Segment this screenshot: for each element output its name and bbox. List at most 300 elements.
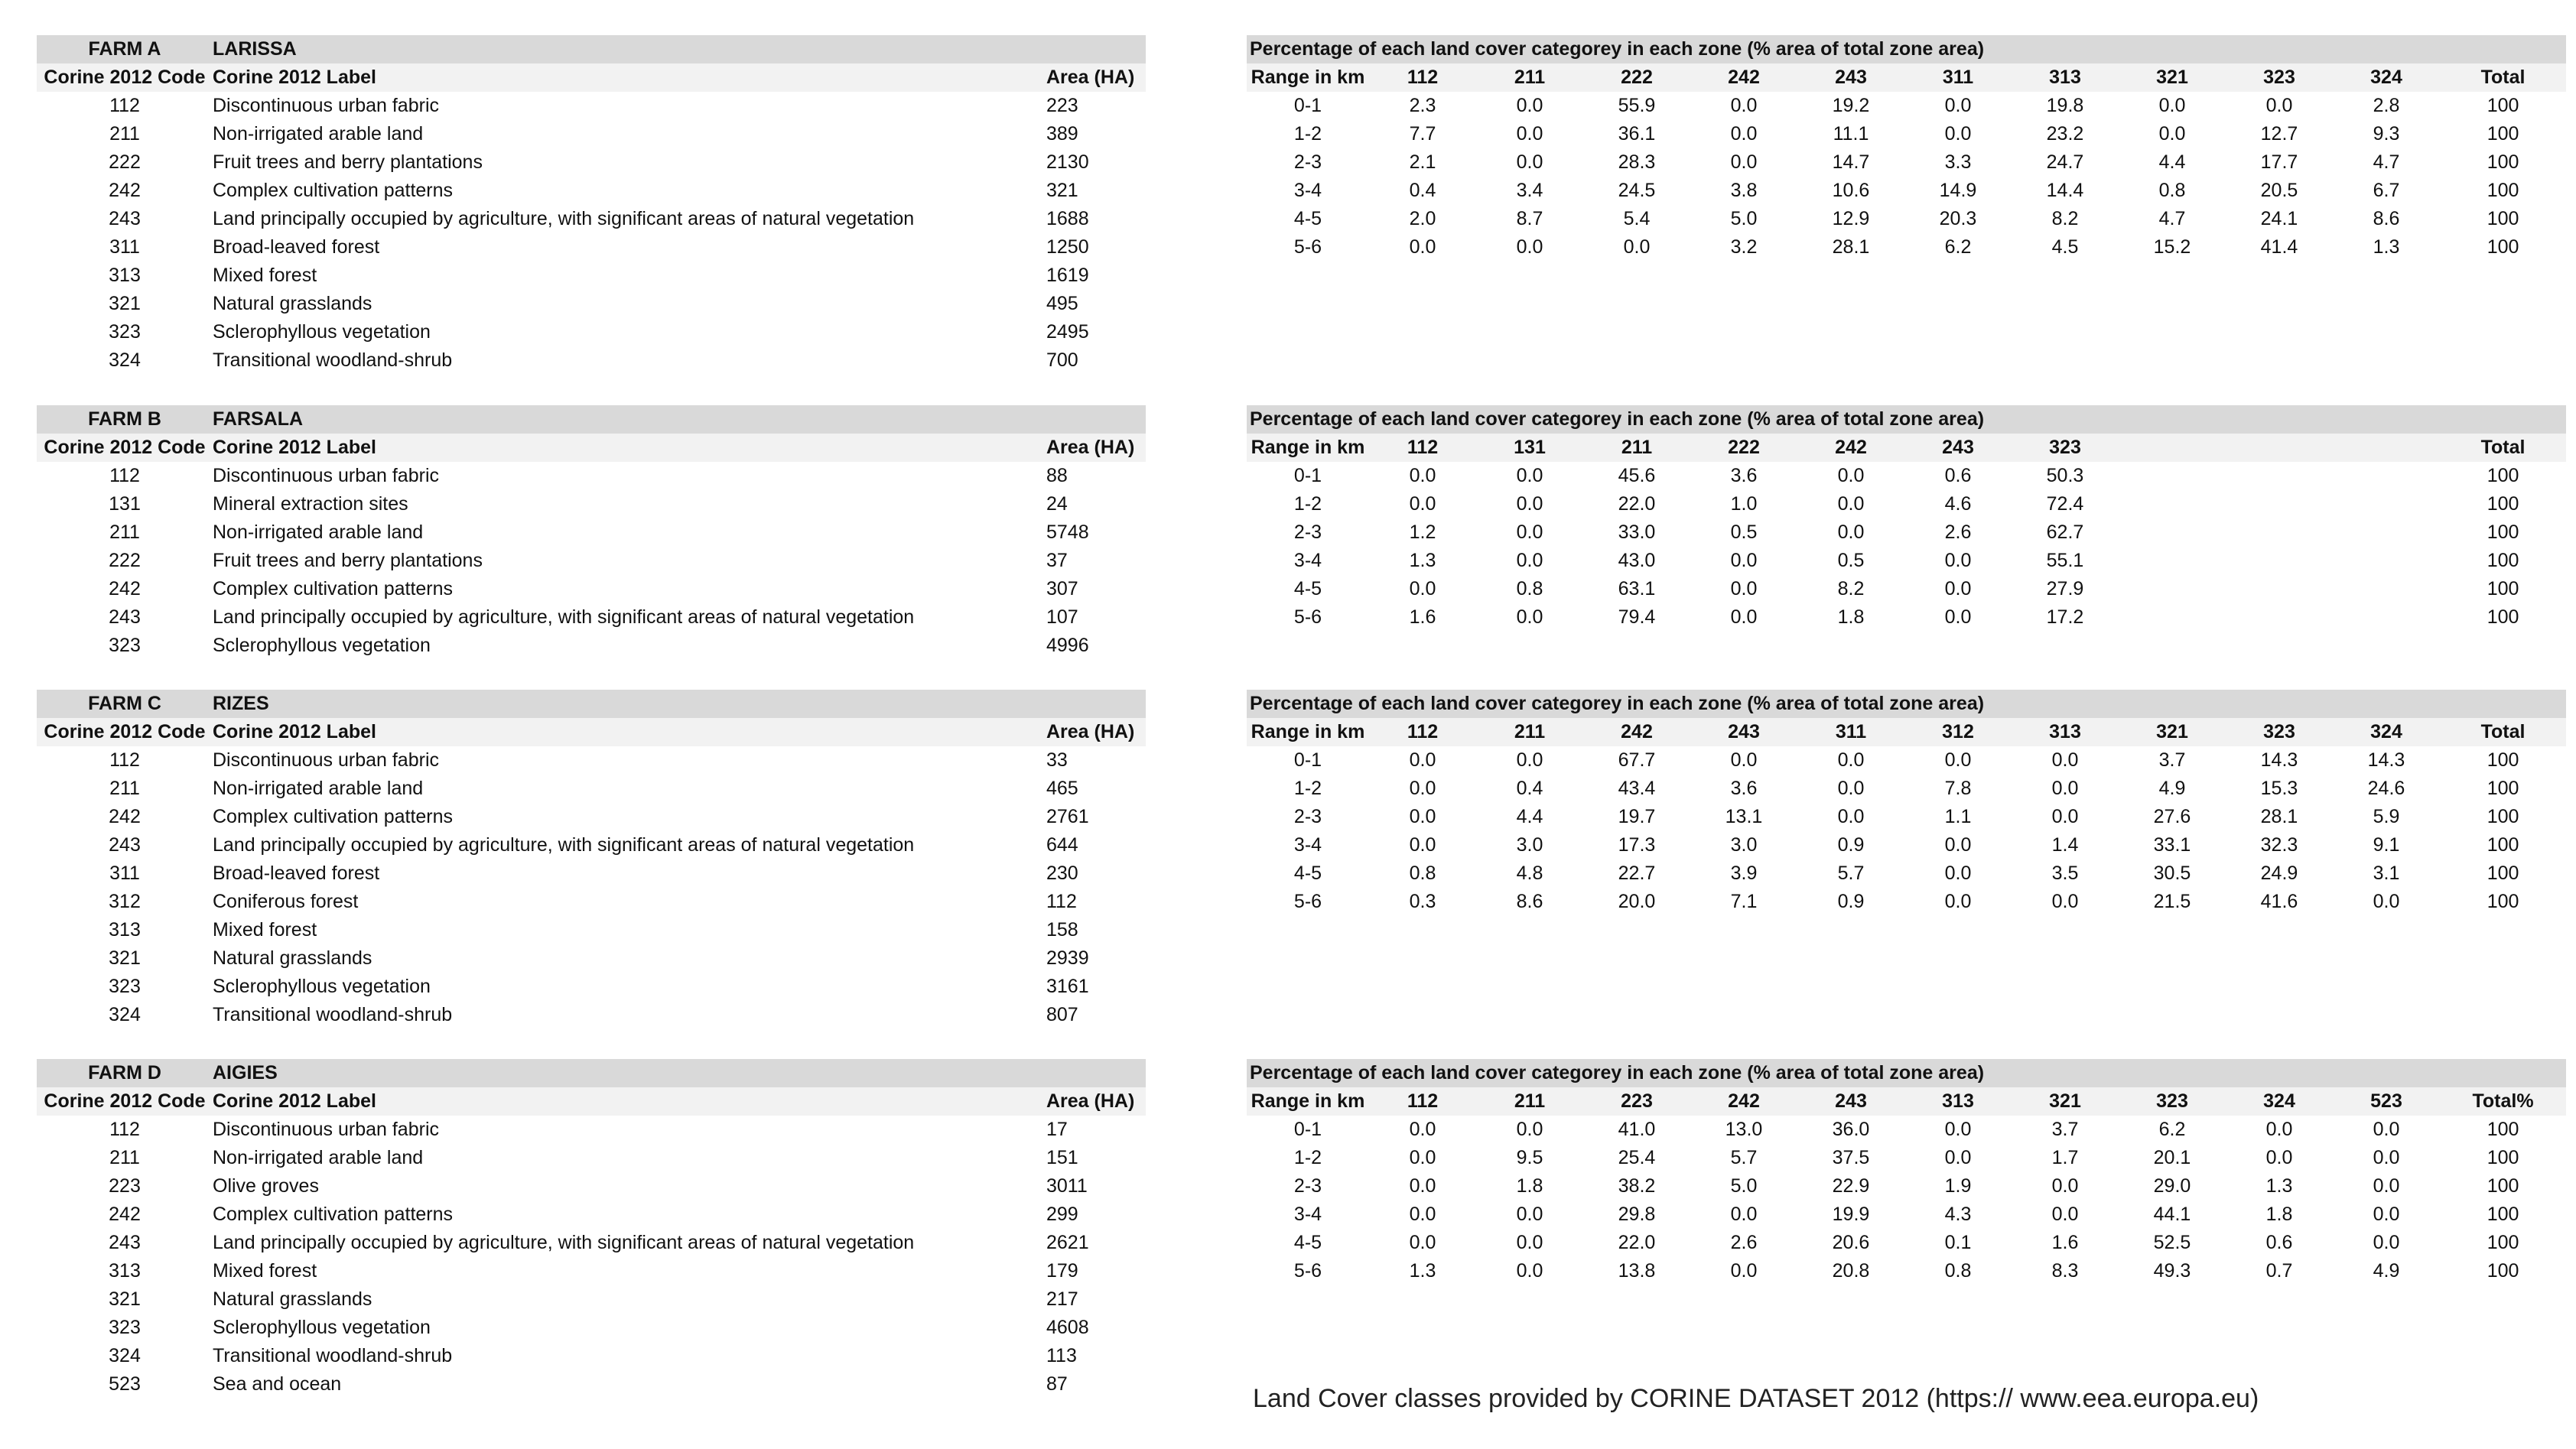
header-band-spacer bbox=[1046, 690, 1146, 718]
column-header: Corine 2012 Code bbox=[37, 1087, 213, 1116]
table-row bbox=[1247, 120, 2566, 148]
percentage-cell: 0.0 bbox=[2265, 95, 2293, 116]
percentage-cell: 0.0 bbox=[1516, 123, 1543, 145]
percentage-cell: 0.0 bbox=[1409, 578, 1436, 599]
percentage-cell: 0.0 bbox=[1623, 236, 1651, 258]
percentage-cell: 0.0 bbox=[1516, 493, 1543, 515]
percentage-cell: 13.0 bbox=[1725, 1119, 1763, 1140]
percentage-cell: 1.7 bbox=[2051, 1147, 2079, 1168]
table-row bbox=[1247, 575, 2566, 603]
percentage-cell: 0.0 bbox=[1730, 151, 1758, 173]
zone-percentage-table bbox=[1247, 405, 2566, 632]
corine-code-cell: 112 bbox=[109, 95, 140, 116]
total-cell: 100 bbox=[2487, 1204, 2519, 1225]
table-row bbox=[37, 775, 1146, 803]
table-row bbox=[1247, 233, 2566, 262]
percentage-cell bbox=[2333, 547, 2440, 575]
percentage-cell: 0.0 bbox=[2051, 778, 2079, 799]
area-cell: 217 bbox=[1046, 1288, 1078, 1310]
range-cell: 3-4 bbox=[1293, 1204, 1322, 1225]
total-cell: 100 bbox=[2487, 749, 2519, 771]
percentage-cell: 22.0 bbox=[1618, 493, 1656, 515]
corine-code-cell: 112 bbox=[109, 1119, 140, 1140]
percentage-cell: 14.7 bbox=[1832, 151, 1870, 173]
table-row bbox=[37, 262, 1146, 290]
percentage-cell: 0.9 bbox=[1837, 834, 1865, 856]
corine-label-cell: Land principally occupied by agriculture, with significant areas of natural vegetation bbox=[213, 1232, 915, 1253]
corine-code-cell: 321 bbox=[109, 293, 141, 314]
percentage-cell: 25.4 bbox=[1618, 1147, 1656, 1168]
corine-code-cell: 243 bbox=[109, 208, 141, 229]
percentage-cell: 19.8 bbox=[2046, 95, 2084, 116]
percentage-cell: 0.0 bbox=[1730, 95, 1758, 116]
percentage-cell: 0.0 bbox=[1409, 493, 1436, 515]
table-row bbox=[37, 888, 1146, 916]
percentage-cell: 0.0 bbox=[1944, 95, 1972, 116]
range-cell: 2-3 bbox=[1293, 521, 1322, 543]
percentage-cell: 1.8 bbox=[1516, 1175, 1543, 1197]
area-cell: 88 bbox=[1046, 465, 1068, 486]
percentage-cell: 2.6 bbox=[1944, 521, 1972, 543]
table-row bbox=[37, 1172, 1146, 1200]
corine-code-cell: 323 bbox=[109, 976, 141, 997]
percentage-cell: 55.9 bbox=[1618, 95, 1656, 116]
corine-code-cell: 321 bbox=[109, 947, 141, 969]
percentage-cell: 79.4 bbox=[1618, 606, 1656, 628]
percentage-title-row bbox=[1247, 1059, 2566, 1087]
class-code-header: 324 bbox=[2226, 1087, 2333, 1116]
percentage-cell: 49.3 bbox=[2153, 1260, 2191, 1282]
percentage-cell: 11.1 bbox=[1833, 123, 1869, 145]
table-row bbox=[1247, 490, 2566, 518]
percentage-cell: 4.4 bbox=[2158, 151, 2186, 173]
percentage-cell: 4.4 bbox=[1516, 806, 1543, 827]
percentage-cell: 0.0 bbox=[1944, 891, 1972, 912]
total-cell: 100 bbox=[2487, 1232, 2519, 1253]
percentage-cell: 14.3 bbox=[2367, 749, 2405, 771]
percentage-cell: 0.0 bbox=[1409, 236, 1436, 258]
column-header: Corine 2012 Label bbox=[213, 63, 1046, 92]
percentage-cell bbox=[2226, 575, 2333, 603]
percentage-cell: 1.3 bbox=[1409, 1260, 1436, 1282]
class-code-header: 222 bbox=[1690, 434, 1797, 462]
percentage-cell: 20.5 bbox=[2260, 180, 2298, 201]
corine-code-cell: 311 bbox=[109, 863, 140, 884]
percentage-cell: 21.5 bbox=[2153, 891, 2191, 912]
corine-label-cell: Transitional woodland-shrub bbox=[213, 1004, 453, 1025]
percentage-cell: 0.7 bbox=[2265, 1260, 2293, 1282]
column-header: Corine 2012 Label bbox=[213, 434, 1046, 462]
class-code-header: 324 bbox=[2333, 718, 2440, 746]
table-row bbox=[37, 859, 1146, 888]
percentage-cell: 33.0 bbox=[1618, 521, 1656, 543]
corine-label-cell: Natural grasslands bbox=[213, 947, 372, 969]
percentage-cell: 4.6 bbox=[1944, 493, 1972, 515]
corine-code-cell: 211 bbox=[109, 123, 140, 145]
header-band-spacer bbox=[1046, 35, 1146, 63]
corine-label-cell: Fruit trees and berry plantations bbox=[213, 151, 483, 173]
class-code-header: 323 bbox=[2012, 434, 2119, 462]
percentage-cell: 8.6 bbox=[1516, 891, 1543, 912]
percentage-cell: 7.8 bbox=[1944, 778, 1972, 799]
percentage-cell: 50.3 bbox=[2046, 465, 2084, 486]
total-cell: 100 bbox=[2487, 236, 2519, 258]
corine-label-cell: Broad-leaved forest bbox=[213, 236, 380, 258]
corine-code-cell: 243 bbox=[109, 1232, 141, 1253]
percentage-cell: 52.5 bbox=[2153, 1232, 2191, 1253]
percentage-cell: 22.9 bbox=[1832, 1175, 1870, 1197]
corine-label-cell: Discontinuous urban fabric bbox=[213, 465, 439, 486]
footer-credit: Land Cover classes provided by CORINE DATASET 2012 (https:// www.eea.europa.eu) bbox=[1253, 1384, 2259, 1413]
area-cell: 223 bbox=[1046, 95, 1078, 116]
corine-code-cell: 243 bbox=[109, 606, 141, 628]
area-cell: 495 bbox=[1046, 293, 1078, 314]
table-row bbox=[1247, 775, 2566, 803]
corine-label-cell: Mineral extraction sites bbox=[213, 493, 408, 515]
area-cell: 158 bbox=[1046, 919, 1078, 941]
percentage-cell: 17.3 bbox=[1618, 834, 1656, 856]
percentage-cell: 8.3 bbox=[2051, 1260, 2079, 1282]
total-cell: 100 bbox=[2487, 1260, 2519, 1282]
percentage-cell: 1.9 bbox=[1944, 1175, 1972, 1197]
percentage-cell: 12.9 bbox=[1832, 208, 1870, 229]
percentage-cell: 17.2 bbox=[2046, 606, 2084, 628]
percentage-cell: 0.1 bbox=[1944, 1232, 1972, 1253]
percentage-cell: 0.0 bbox=[1409, 1232, 1436, 1253]
corine-label-cell: Non-irrigated arable land bbox=[213, 123, 424, 145]
percentage-cell: 19.2 bbox=[1832, 95, 1870, 116]
farm-header-row bbox=[37, 405, 1146, 434]
column-header-row bbox=[1247, 718, 2566, 746]
area-cell: 644 bbox=[1046, 834, 1078, 856]
range-cell: 1-2 bbox=[1293, 493, 1322, 515]
percentage-cell: 41.0 bbox=[1618, 1119, 1656, 1140]
range-cell: 4-5 bbox=[1293, 1232, 1322, 1253]
total-cell: 100 bbox=[2487, 606, 2519, 628]
area-cell: 807 bbox=[1046, 1004, 1078, 1025]
percentage-cell: 0.0 bbox=[2373, 1119, 2400, 1140]
column-header: Area (HA) bbox=[1046, 63, 1146, 92]
table-row bbox=[1247, 803, 2566, 831]
area-cell: 37 bbox=[1046, 550, 1068, 571]
table-row bbox=[37, 547, 1146, 575]
area-cell: 230 bbox=[1046, 863, 1078, 884]
percentage-cell: 0.0 bbox=[1516, 95, 1543, 116]
corine-label-cell: Mixed forest bbox=[213, 1260, 317, 1282]
corine-code-cell: 211 bbox=[109, 1147, 140, 1168]
percentage-cell: 0.0 bbox=[1516, 1204, 1543, 1225]
total-cell: 100 bbox=[2487, 180, 2519, 201]
corine-code-cell: 324 bbox=[109, 349, 141, 371]
table-row bbox=[1247, 746, 2566, 775]
area-cell: 321 bbox=[1046, 180, 1078, 201]
percentage-cell: 0.0 bbox=[1409, 1175, 1436, 1197]
percentage-cell: 28.3 bbox=[1618, 151, 1656, 173]
corine-code-cell: 223 bbox=[109, 1175, 141, 1197]
percentage-cell: 5.7 bbox=[1837, 863, 1865, 884]
percentage-cell: 12.7 bbox=[2260, 123, 2298, 145]
corine-label-cell: Sclerophyllous vegetation bbox=[213, 635, 431, 656]
percentage-cell: 0.0 bbox=[1516, 465, 1543, 486]
percentage-cell: 43.0 bbox=[1618, 550, 1656, 571]
range-cell: 4-5 bbox=[1293, 208, 1322, 229]
percentage-cell: 4.7 bbox=[2373, 151, 2400, 173]
percentage-cell: 19.7 bbox=[1618, 806, 1656, 827]
percentage-cell bbox=[2226, 603, 2333, 632]
percentage-cell: 5.4 bbox=[1623, 208, 1651, 229]
range-cell: 2-3 bbox=[1293, 151, 1322, 173]
class-code-header: 324 bbox=[2333, 63, 2440, 92]
percentage-cell: 0.0 bbox=[2265, 1119, 2293, 1140]
percentage-cell: 0.4 bbox=[1409, 180, 1436, 201]
class-code-header: 313 bbox=[2012, 718, 2119, 746]
percentage-cell bbox=[2333, 603, 2440, 632]
class-code-header: 223 bbox=[1583, 1087, 1690, 1116]
table-row bbox=[1247, 205, 2566, 233]
percentage-cell: 10.6 bbox=[1832, 180, 1870, 201]
percentage-table-title: Percentage of each land cover categorey in each zone (% area of total zone area) bbox=[1247, 690, 2566, 718]
farm-header-row bbox=[37, 35, 1146, 63]
percentage-cell: 0.0 bbox=[2158, 95, 2186, 116]
percentage-cell: 0.0 bbox=[2051, 1175, 2079, 1197]
percentage-cell: 6.7 bbox=[2373, 180, 2400, 201]
class-code-header: 323 bbox=[2226, 718, 2333, 746]
table-row bbox=[37, 632, 1146, 660]
percentage-cell: 0.0 bbox=[1516, 1232, 1543, 1253]
percentage-cell: 0.8 bbox=[1944, 1260, 1972, 1282]
class-code-header: 313 bbox=[2012, 63, 2119, 92]
table-row bbox=[37, 518, 1146, 547]
percentage-cell bbox=[2119, 490, 2226, 518]
percentage-cell: 9.1 bbox=[2373, 834, 2400, 856]
percentage-cell: 20.8 bbox=[1832, 1260, 1870, 1282]
area-cell: 3011 bbox=[1046, 1175, 1088, 1197]
class-code-header: 311 bbox=[1904, 63, 2012, 92]
table-row bbox=[37, 1342, 1146, 1370]
class-code-header bbox=[2333, 434, 2440, 462]
class-code-header bbox=[2119, 434, 2226, 462]
column-header: Area (HA) bbox=[1046, 434, 1146, 462]
percentage-cell: 0.0 bbox=[2265, 1147, 2293, 1168]
percentage-cell: 3.0 bbox=[1730, 834, 1758, 856]
column-header: Area (HA) bbox=[1046, 718, 1146, 746]
percentage-cell: 20.1 bbox=[2153, 1147, 2191, 1168]
column-header-row bbox=[37, 1087, 1146, 1116]
corine-label-cell: Sclerophyllous vegetation bbox=[213, 321, 431, 343]
percentage-cell: 36.0 bbox=[1832, 1119, 1870, 1140]
table-row bbox=[37, 120, 1146, 148]
percentage-cell: 24.1 bbox=[2260, 208, 2298, 229]
range-cell: 2-3 bbox=[1293, 806, 1322, 827]
table-row bbox=[37, 148, 1146, 177]
percentage-cell: 36.1 bbox=[1618, 123, 1656, 145]
corine-code-cell: 323 bbox=[109, 1317, 141, 1338]
total-cell: 100 bbox=[2487, 550, 2519, 571]
farm-header-row bbox=[37, 690, 1146, 718]
percentage-cell bbox=[2333, 462, 2440, 490]
percentage-cell: 8.2 bbox=[1837, 578, 1865, 599]
percentage-cell: 0.0 bbox=[1944, 578, 1972, 599]
table-row bbox=[37, 233, 1146, 262]
percentage-cell: 0.0 bbox=[2373, 1204, 2400, 1225]
percentage-cell: 0.0 bbox=[2158, 123, 2186, 145]
corine-code-cell: 323 bbox=[109, 635, 141, 656]
land-cover-area-table bbox=[37, 35, 1146, 375]
percentage-cell: 0.0 bbox=[1516, 749, 1543, 771]
percentage-cell: 4.9 bbox=[2158, 778, 2186, 799]
table-row bbox=[1247, 888, 2566, 916]
percentage-cell bbox=[2226, 490, 2333, 518]
percentage-cell: 3.6 bbox=[1730, 778, 1758, 799]
class-code-header: 242 bbox=[1690, 63, 1797, 92]
table-row bbox=[37, 462, 1146, 490]
percentage-cell bbox=[2119, 462, 2226, 490]
class-code-header: Total bbox=[2440, 434, 2566, 462]
corine-code-cell: 311 bbox=[109, 236, 140, 258]
range-cell: 1-2 bbox=[1293, 778, 1322, 799]
table-row bbox=[1247, 1116, 2566, 1144]
corine-code-cell: 324 bbox=[109, 1004, 141, 1025]
table-row bbox=[1247, 859, 2566, 888]
corine-label-cell: Complex cultivation patterns bbox=[213, 806, 454, 827]
percentage-cell: 1.3 bbox=[2265, 1175, 2293, 1197]
column-header: Corine 2012 Code bbox=[37, 63, 213, 92]
percentage-cell: 0.0 bbox=[1837, 778, 1865, 799]
table-row bbox=[37, 575, 1146, 603]
corine-label-cell: Sclerophyllous vegetation bbox=[213, 1317, 431, 1338]
range-cell: 2-3 bbox=[1293, 1175, 1322, 1197]
percentage-cell bbox=[2119, 547, 2226, 575]
column-header-row bbox=[1247, 63, 2566, 92]
class-code-header: 321 bbox=[2119, 718, 2226, 746]
corine-code-cell: 523 bbox=[109, 1373, 141, 1395]
zone-percentage-table bbox=[1247, 35, 2566, 262]
percentage-cell: 0.0 bbox=[1944, 863, 1972, 884]
corine-label-cell: Fruit trees and berry plantations bbox=[213, 550, 483, 571]
corine-label-cell: Land principally occupied by agriculture, with significant areas of natural vegetation bbox=[213, 834, 915, 856]
percentage-cell: 0.0 bbox=[1516, 521, 1543, 543]
total-cell: 100 bbox=[2487, 95, 2519, 116]
corine-label-cell: Mixed forest bbox=[213, 919, 317, 941]
table-row bbox=[1247, 547, 2566, 575]
range-cell: 5-6 bbox=[1293, 606, 1322, 628]
area-cell: 4996 bbox=[1046, 635, 1089, 656]
corine-label-cell: Complex cultivation patterns bbox=[213, 180, 454, 201]
table-row bbox=[37, 973, 1146, 1001]
column-header-row bbox=[37, 718, 1146, 746]
percentage-cell bbox=[2119, 575, 2226, 603]
percentage-cell: 0.5 bbox=[1837, 550, 1865, 571]
corine-label-cell: Non-irrigated arable land bbox=[213, 778, 424, 799]
range-cell: 3-4 bbox=[1293, 550, 1322, 571]
percentage-cell: 67.7 bbox=[1618, 749, 1656, 771]
percentage-cell: 55.1 bbox=[2046, 550, 2084, 571]
total-cell: 100 bbox=[2487, 123, 2519, 145]
area-cell: 1250 bbox=[1046, 236, 1089, 258]
percentage-cell: 22.7 bbox=[1618, 863, 1656, 884]
percentage-cell: 0.0 bbox=[1409, 834, 1436, 856]
class-code-header: 523 bbox=[2333, 1087, 2440, 1116]
percentage-cell: 0.0 bbox=[1516, 1260, 1543, 1282]
table-row bbox=[37, 1200, 1146, 1229]
percentage-cell: 3.4 bbox=[1516, 180, 1543, 201]
percentage-title-row bbox=[1247, 690, 2566, 718]
corine-code-cell: 323 bbox=[109, 321, 141, 343]
area-cell: 179 bbox=[1046, 1260, 1078, 1282]
range-cell: 5-6 bbox=[1293, 1260, 1322, 1282]
percentage-cell: 0.0 bbox=[1837, 493, 1865, 515]
table-row bbox=[1247, 177, 2566, 205]
percentage-cell: 23.2 bbox=[2046, 123, 2084, 145]
percentage-cell: 0.0 bbox=[2373, 1175, 2400, 1197]
percentage-cell: 41.4 bbox=[2260, 236, 2298, 258]
table-row bbox=[37, 944, 1146, 973]
percentage-cell: 0.0 bbox=[1516, 606, 1543, 628]
corine-label-cell: Discontinuous urban fabric bbox=[213, 1119, 439, 1140]
percentage-cell: 1.2 bbox=[1409, 521, 1436, 543]
percentage-cell: 13.8 bbox=[1618, 1260, 1656, 1282]
percentage-cell: 37.5 bbox=[1832, 1147, 1870, 1168]
percentage-cell: 0.0 bbox=[1409, 806, 1436, 827]
class-code-header: 242 bbox=[1690, 1087, 1797, 1116]
farm-id: FARM B bbox=[37, 405, 213, 434]
percentage-cell: 20.3 bbox=[1939, 208, 1977, 229]
range-cell: 5-6 bbox=[1293, 236, 1322, 258]
corine-code-cell: 211 bbox=[109, 778, 140, 799]
corine-code-cell: 321 bbox=[109, 1288, 141, 1310]
total-cell: 100 bbox=[2487, 806, 2519, 827]
percentage-cell bbox=[2119, 603, 2226, 632]
percentage-cell: 7.7 bbox=[1409, 123, 1436, 145]
percentage-cell: 13.1 bbox=[1725, 806, 1763, 827]
percentage-cell: 20.6 bbox=[1832, 1232, 1870, 1253]
percentage-cell: 5.9 bbox=[2373, 806, 2400, 827]
total-cell: 100 bbox=[2487, 521, 2519, 543]
percentage-cell: 0.3 bbox=[1409, 891, 1436, 912]
corine-label-cell: Land principally occupied by agriculture, with significant areas of natural vegetation bbox=[213, 208, 915, 229]
percentage-cell: 0.6 bbox=[2265, 1232, 2293, 1253]
area-cell: 1619 bbox=[1046, 265, 1089, 286]
area-cell: 113 bbox=[1046, 1345, 1077, 1366]
range-header: Range in km bbox=[1247, 63, 1369, 92]
column-header-row bbox=[37, 434, 1146, 462]
corine-label-cell: Discontinuous urban fabric bbox=[213, 95, 439, 116]
corine-label-cell: Broad-leaved forest bbox=[213, 863, 380, 884]
class-code-header: 242 bbox=[1797, 434, 1904, 462]
percentage-cell: 4.3 bbox=[1944, 1204, 1972, 1225]
farm-location-name: FARSALA bbox=[213, 405, 1046, 434]
percentage-cell: 4.8 bbox=[1516, 863, 1543, 884]
percentage-cell: 29.8 bbox=[1618, 1204, 1656, 1225]
percentage-cell: 2.8 bbox=[2373, 95, 2400, 116]
table-row bbox=[37, 1001, 1146, 1029]
percentage-cell: 0.0 bbox=[1730, 606, 1758, 628]
corine-code-cell: 112 bbox=[109, 749, 140, 771]
class-code-header: 321 bbox=[2119, 63, 2226, 92]
class-code-header: 243 bbox=[1690, 718, 1797, 746]
class-code-header: Total% bbox=[2440, 1087, 2566, 1116]
farm-location-name: RIZES bbox=[213, 690, 1046, 718]
land-cover-area-table bbox=[37, 690, 1146, 1029]
percentage-cell: 0.0 bbox=[2051, 1204, 2079, 1225]
percentage-title-row bbox=[1247, 35, 2566, 63]
class-code-header: 211 bbox=[1476, 718, 1583, 746]
corine-label-cell: Transitional woodland-shrub bbox=[213, 349, 453, 371]
table-row bbox=[37, 603, 1146, 632]
area-cell: 2761 bbox=[1046, 806, 1089, 827]
class-code-header: 312 bbox=[1904, 718, 2012, 746]
corine-code-cell: 313 bbox=[109, 1260, 141, 1282]
